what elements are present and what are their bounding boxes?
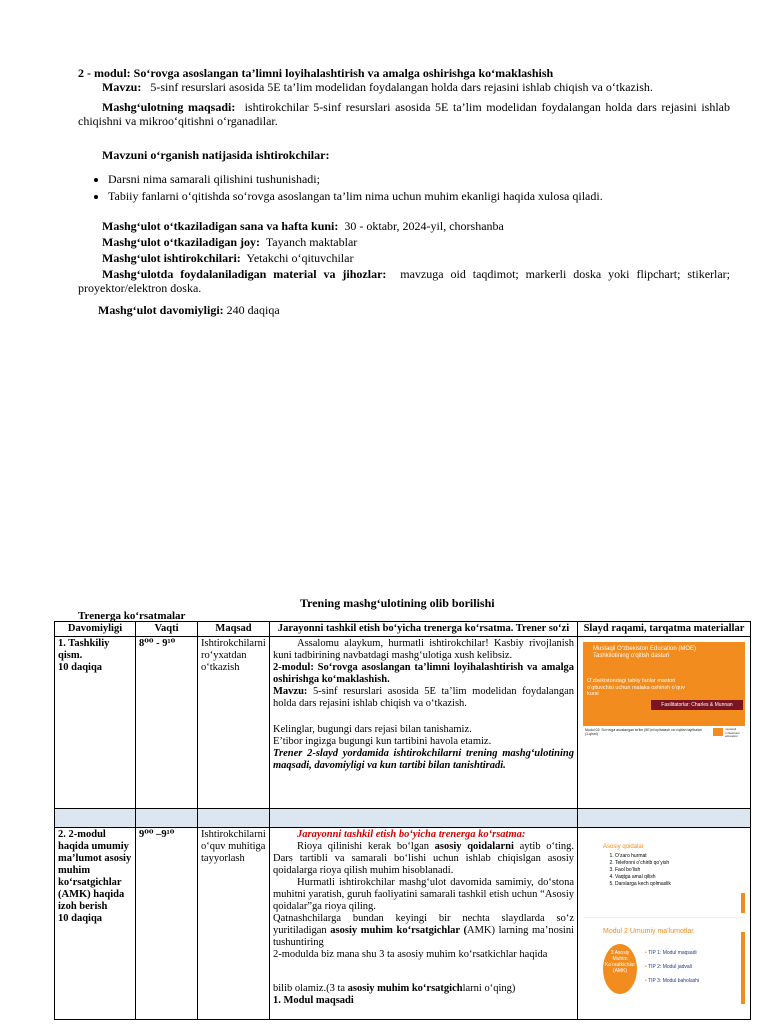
materials-line [78, 267, 730, 295]
table-spacer-row [55, 809, 751, 828]
goal-text: ishtirokchilar 5-sinf resurslari asosida 5E ta’lim modelidan foydalangan holda dars rejasini ishlab chiqishni va mikroo‘qitishni o‘rganadilar. [78, 100, 730, 128]
topic-label: Mavzu: [102, 80, 142, 94]
instruction-cell [270, 828, 578, 1020]
list-item: 5. Darslarga kech qolmaslik [615, 881, 671, 888]
table-header-row [55, 622, 751, 637]
goal-line [78, 100, 730, 128]
slide-thumbnail-2 [583, 833, 745, 918]
outcomes-list [78, 172, 730, 203]
instruction-paragraph: Trener 2-slayd yordamida ishtirokchilarni trening mashg‘ulotining maqsadi, davomiyligi va kun tartibi bilan tanishtiradi. [273, 748, 574, 771]
list-item: 4. Vaqtga amal qilish [615, 874, 671, 881]
duration-minutes: 10 daqiqa [58, 662, 103, 673]
col-header: Jarayonni tashkil etish bo‘yicha trenerga ko‘rsatma. Trener so‘zi [270, 622, 578, 637]
outcome-item: • Tabiiy fanlarni o‘qitishda so‘rovga asoslangan ta’lim nima uchun muhim ekanligi haqida xulosa qiladi. [108, 189, 730, 203]
topic-label: Mavzu: [273, 686, 308, 697]
duration-text: 240 daqiqa [226, 303, 280, 317]
slide-title: Asosiy qoidalar [603, 844, 644, 850]
goal-cell: Ishtirokchilarni o‘quv muhitiga tayyorlash [198, 828, 270, 1020]
date-label: Mashg‘ulot o‘tkaziladigan sana va hafta kuni: [102, 219, 339, 233]
text-span: larni o‘qing) [462, 983, 516, 994]
slide-cell [578, 828, 751, 1020]
place-label: Mashg‘ulot o‘tkaziladigan joy: [102, 235, 261, 249]
duration-cell [55, 637, 136, 809]
spacer-cell [55, 809, 136, 828]
spacer-cell [198, 809, 270, 828]
outcomes-heading [78, 148, 730, 162]
topic-line [78, 80, 730, 94]
text-span: Qatnashchilarga bundan keyingi bir nechta slaydlarda so‘z yuritiladigan [273, 913, 574, 936]
topic-text: 5-sinf resurslari asosida 5E ta’lim modelidan foydalangan holda dars rejasini ishlab chiqish va o‘tkazish. [150, 80, 653, 94]
slide-title: Mustaqil O‘zbekiston Education (MOE) Tashkilotining o‘qitish dasturi [593, 646, 697, 659]
spacer-cell [578, 809, 751, 828]
logo-text: mustaqil o‘zbekiston education [725, 727, 741, 738]
participants-line [78, 251, 730, 265]
text-span: bilib olamiz.(3 ta [273, 983, 348, 994]
instruction-paragraph: Hurmatli ishtirokchilar mashg‘ulot davomida samimiy, do‘stona muhitni yaratish, guruh faoliyatini samarali tashkil etish uchun “Asosiy qoidalar”ga rioya qiling. [273, 877, 574, 912]
col-header: Slayd raqami, tarqatma materiallar [578, 622, 751, 637]
instruction-paragraph: 2-modul: So‘rovga asoslangan ta’limni loyihalashtirish va amalga oshirishga ko‘maklashish. [273, 662, 574, 685]
place-line [78, 235, 730, 249]
goal-cell: Ishtirokchilarni ro‘yxatdan o‘tkazish [198, 637, 270, 809]
accent-bar [741, 893, 745, 913]
instruction-paragraph [273, 983, 574, 995]
module-title: 2 - modul: So‘rovga asoslangan ta’limni loyihalashtirish va amalga oshirishga ko‘maklashish [78, 66, 554, 80]
list-item: 2. Telefonni o‘chirib qo‘yish [615, 860, 671, 867]
col-header: Maqsad [198, 622, 270, 637]
time-cell: 8⁰⁰ - 9¹⁰ [136, 637, 198, 809]
instruction-paragraph [273, 913, 574, 949]
training-schedule-table [54, 621, 751, 1020]
date-text: 30 - oktabr, 2024-yil, chorshanba [344, 219, 504, 233]
trainer-instructions-label: Trenerga ko‘rsatmalar [78, 610, 186, 622]
slide-subtitle: O‘zbekistondagi tabiiy fanlar mastori o‘qituvchisi uchun malaka oshirish o‘quv kursi [587, 678, 685, 697]
list-item: • TIP 3: Modul baholashi [645, 974, 699, 988]
materials-text: mavzuga oid taqdimot; markerli doska yoki flipchart; stikerlar; proyektor/elektron doska. [78, 267, 731, 295]
duration-minutes: 10 daqiqa [58, 913, 103, 924]
date-line [78, 219, 730, 233]
instruction-paragraph [273, 841, 574, 877]
place-text: Tayanch maktablar [265, 235, 358, 249]
spacer-cell [270, 809, 578, 828]
duration-title: 2. 2-modul haqida umumiy ma’lumot asosiy muhim ko‘rsatgichlar (AMK) haqida izoh berish [58, 829, 132, 912]
tips-list [645, 946, 699, 988]
slide-footer: Modul 02: So‘rovga asoslangan ta’lim (5E)ni loyihalash va o‘qitish tajribalari (1-qism) [585, 728, 702, 736]
list-item: • TIP 2: Modul jadvali [645, 960, 699, 974]
instruction-paragraph: E’tibor ingizga bugungi kun tartibini havola etamiz. [273, 736, 492, 747]
slide-thumbnail-1 [583, 642, 745, 740]
instruction-paragraph: 2-modulda biz mana shu 3 ta asosiy muhim ko‘rsatkichlar haqida [273, 949, 548, 960]
amk-circle: 3 Asosiy Muhim Ko‘rsatkichlar (AMK) [603, 944, 637, 994]
table-row [55, 828, 751, 1020]
text-span: AMK) larning ma’nosini tushuntiring [273, 925, 574, 948]
slide-title: Modul 2 Umumiy ma’lumotlar [603, 928, 694, 935]
col-header: Davomiyligi [55, 622, 136, 637]
instruction-paragraph: Jarayonni tashkil etish bo‘yicha trenerga ko‘rsatma: [297, 829, 526, 840]
slide-cell [578, 637, 751, 809]
logo-icon [713, 728, 723, 736]
duration-label: Mashg‘ulot davomiyligi: [98, 303, 224, 317]
text-span: Rioya qilinishi kerak bo‘lgan [297, 841, 435, 852]
instruction-paragraph: Assalomu alaykum, hurmatli ishtirokchilar! Kasbiy rivojlanish kuni tadbirining navbatdagi mashg‘ulotiga xush kelibsiz. [273, 638, 574, 661]
topic-text: 5-sinf resurslari asosida 5E ta’lim modelidan foydalangan holda dars rejasini ishlab chiqish va o‘tkazish. [273, 686, 574, 709]
time-cell: 9⁰⁰ –9¹⁰ [136, 828, 198, 1020]
goal-label: Mashg‘ulotning maqsadi: [102, 100, 236, 114]
text-span: asosiy muhim ko‘rsatgichlar ( [330, 925, 467, 936]
duration-cell [55, 828, 136, 1020]
text-span: asosiy muhim ko‘rsatgich [347, 983, 463, 994]
table-row [55, 637, 751, 809]
outcome-item: • Darsni nima samarali qilishini tushunishadi; [108, 172, 730, 186]
list-item: • TIP 1: Modul maqsadi [645, 946, 699, 960]
instruction-paragraph: Kelinglar, bugungi dars rejasi bilan tanishamiz. [273, 724, 472, 735]
participants-text: Yetakchi o‘qituvchilar [246, 251, 354, 265]
accent-bar [741, 932, 745, 1004]
text-span: aytib o‘ting. Dars tartibli va samarali bo‘lishi uchun ishlab chiqislgan asosiy qoidalarga rioya qilish muhim hisoblanadi. [273, 841, 574, 876]
document-header [78, 66, 730, 317]
spacer-cell [136, 809, 198, 828]
rules-list [605, 853, 671, 888]
table-title: Trening mashg‘ulotining olib borilishi [300, 596, 495, 610]
instruction-cell [270, 637, 578, 809]
text-span: asosiy qoidalarni [434, 841, 514, 852]
duration-line [78, 303, 730, 317]
list-item: 1. O‘zaro hurmat [615, 853, 671, 860]
list-item: 3. Faol bo‘lish [615, 867, 671, 874]
participants-label: Mashg‘ulot ishtirokchilari: [102, 251, 241, 265]
slide-thumbnail-3 [583, 922, 745, 1014]
instruction-paragraph [273, 686, 574, 710]
materials-label: Mashg‘ulotda foydalaniladigan material va jihozlar: [102, 267, 387, 281]
col-header: Vaqti [136, 622, 198, 637]
instruction-paragraph: 1. Modul maqsadi [273, 995, 354, 1006]
slide-facilitators: Fasilitatorlar: Charles & Munnan [651, 700, 743, 710]
duration-title: 1. Tashkiliy qism. [58, 638, 110, 661]
outcomes-heading-text: Mavzuni o‘rganish natijasida ishtirokchilar: [102, 148, 330, 162]
